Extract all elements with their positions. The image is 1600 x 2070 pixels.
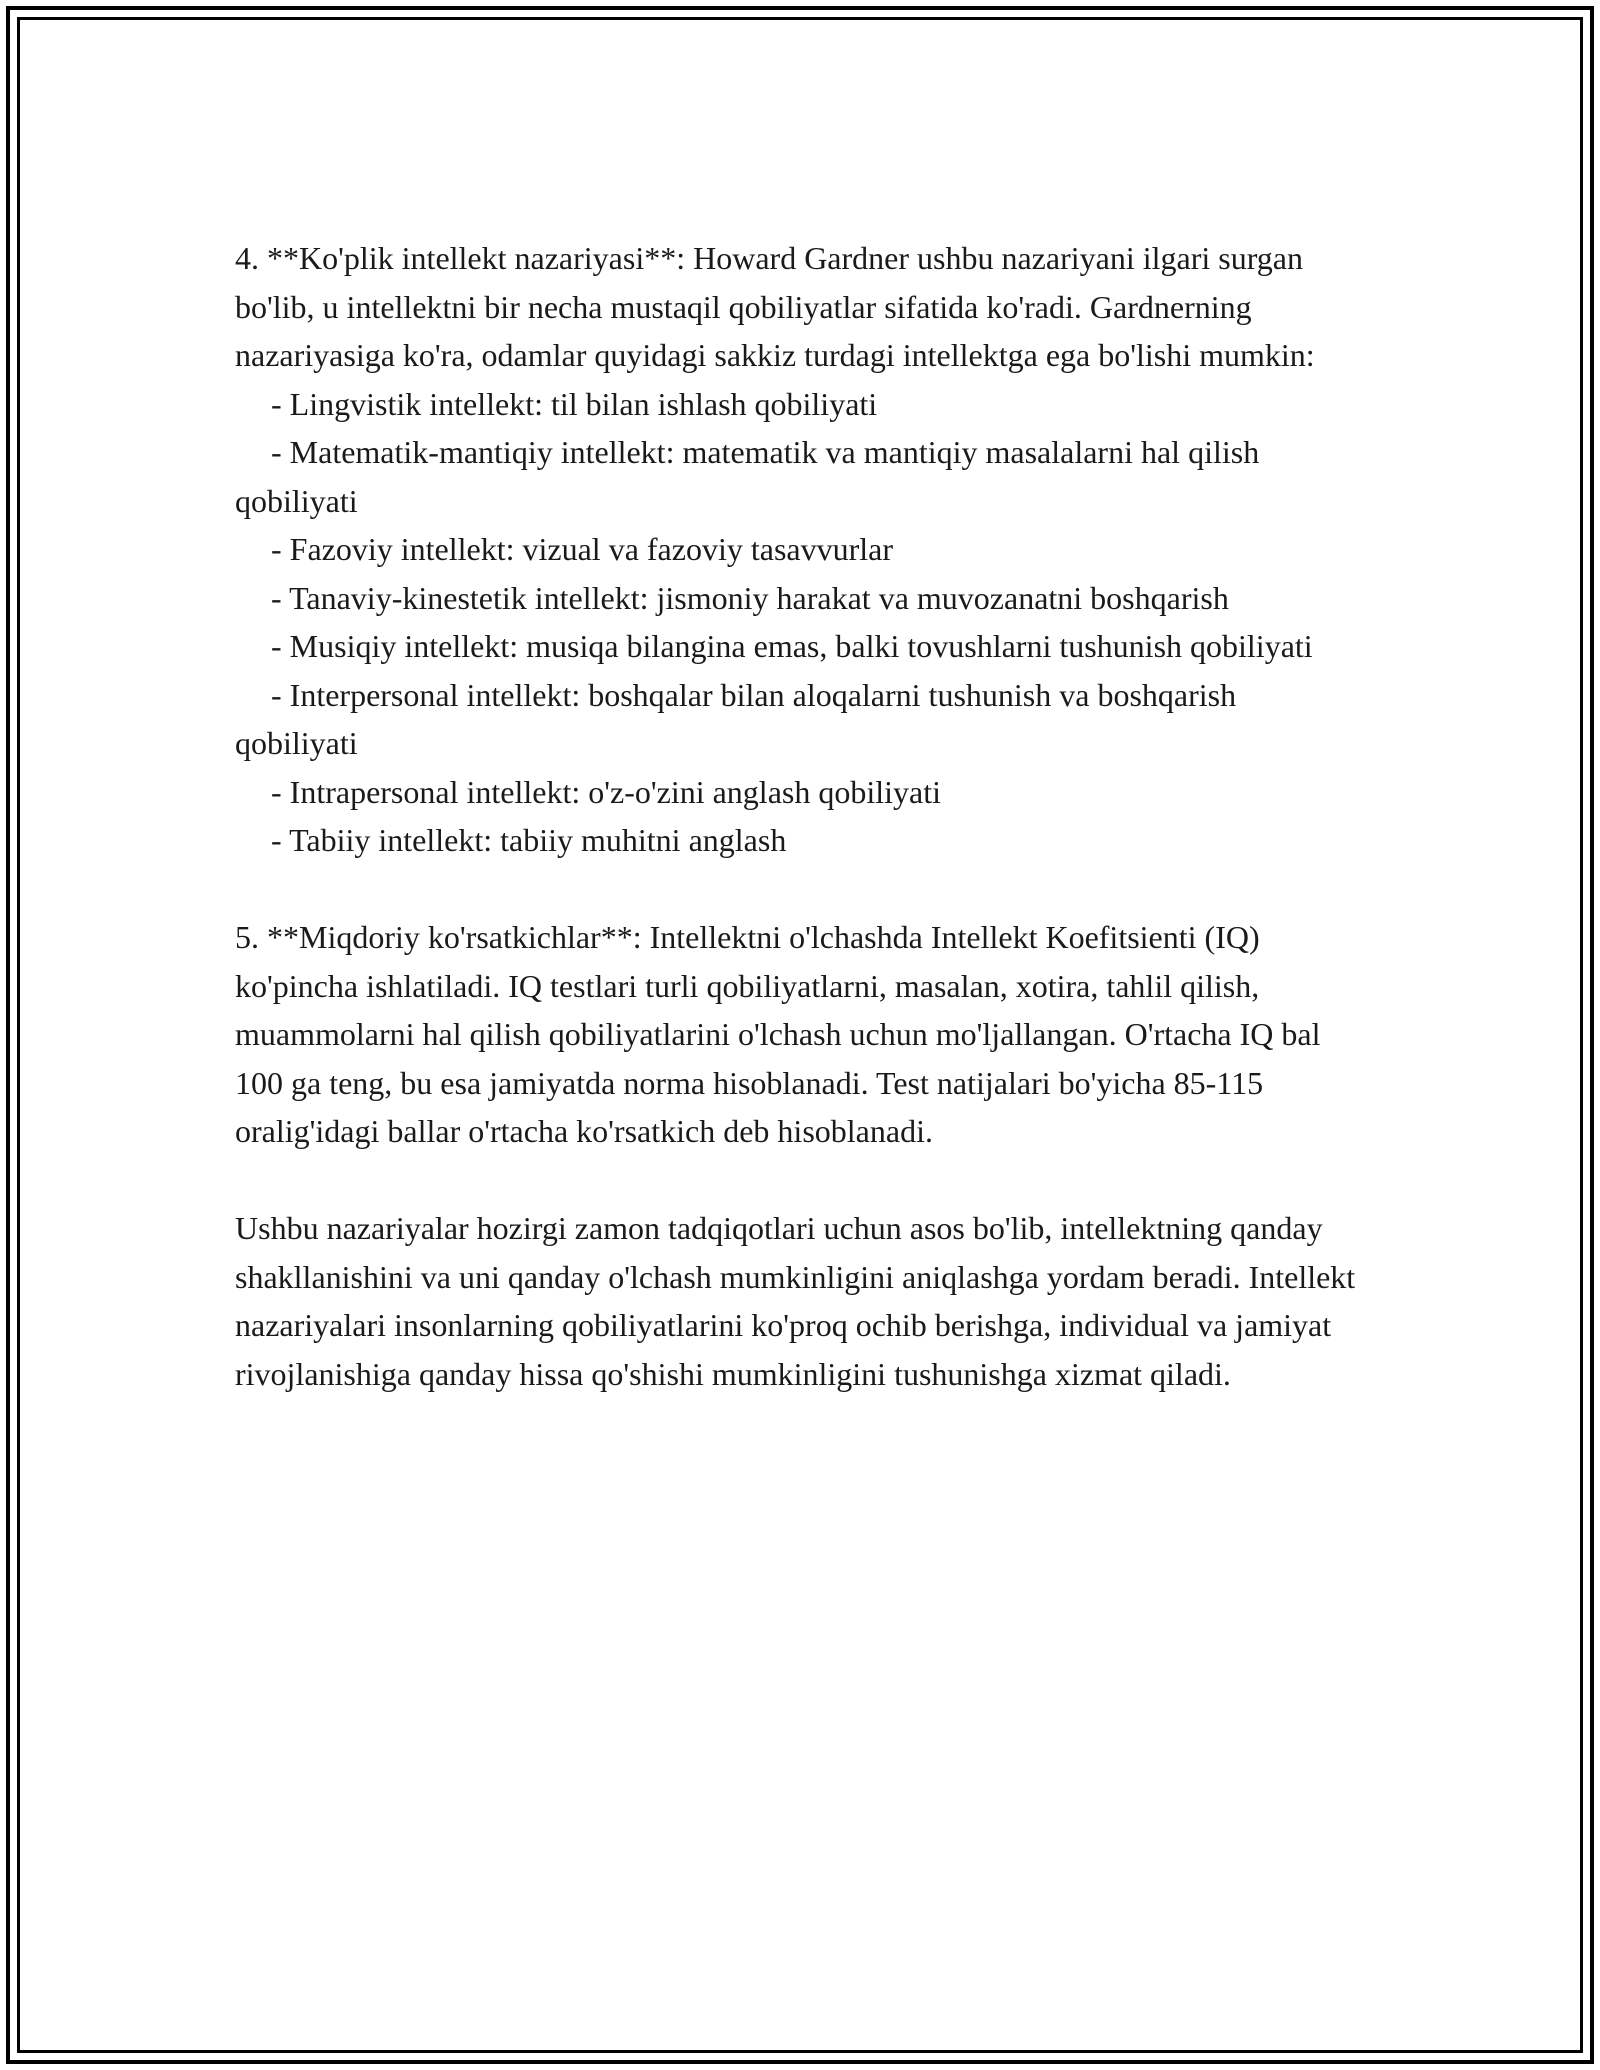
list-item: - Intrapersonal intellekt: o'z-o'zini anglash qobiliyati xyxy=(271,773,941,810)
section-4-intro: 4. **Ko'plik intellekt nazariyasi**: Howard Gardner ushbu nazariyani ilgari surgan bo'lib, u intellektni bir necha mustaqil qobiliyatlar sifatida ko'radi. Gardnerning nazariyasiga ko'ra, odamlar quyidagi sakkiz turdagi intellektga ega bo'lishi mumkin: xyxy=(235,240,1315,373)
paragraph-spacer xyxy=(235,865,1365,914)
list-item: - Musiqiy intellekt: musiqa bilangina emas, balki tovushlarni tushunish qobiliyati xyxy=(271,628,1313,664)
list-item: - Lingvistik intellekt: til bilan ishlash qobiliyati xyxy=(271,385,878,422)
conclusion-paragraph: Ushbu nazariyalar hozirgi zamon tadqiqotlari uchun asos bo'lib, intellektning qanday shakllanishini va uni qanday o'lchash mumkinligini aniqlashga yordam beradi. Intellekt nazariyalari insonlarning qobiliyatlarini ko'proq ochib berishga, individual va jamiyat rivojlanishiga qanday hissa qo'shishi mumkinligini tushunishga xizmat qiladi. xyxy=(235,1210,1356,1392)
section-5-paragraph: 5. **Miqdoriy ko'rsatkichlar**: Intellektni o'lchashda Intellekt Koefitsienti (IQ) ko'pincha ishlatiladi. IQ testlari turli qobiliyatlarni, masalan, xotira, tahlil qilish, muammolarni hal qilish qobiliyatlarini o'lchash uchun mo'ljallangan. O'rtacha IQ bal 100 ga teng, bu esa jamiyatda norma hisoblanadi. Test natijalari bo'yicha 85-115 oralig'idagi ballar o'rtacha ko'rsatkich deb hisoblanadi. xyxy=(235,919,1321,1149)
intelligence-types-list xyxy=(235,380,1365,865)
list-item: - Interpersonal intellekt: boshqalar bilan aloqalarni tushunish va boshqarish qobiliyati xyxy=(235,676,1237,761)
paragraph-spacer xyxy=(235,1156,1365,1205)
document-body xyxy=(235,234,1365,1398)
list-item: - Matematik-mantiqiy intellekt: matematik va mantiqiy masalalarni hal qilish qobiliyati xyxy=(235,434,1260,519)
list-item: - Tabiiy intellekt: tabiiy muhitni anglash xyxy=(271,822,787,858)
list-item: - Tanaviy-kinestetik intellekt: jismoniy harakat va muvozanatni boshqarish xyxy=(271,579,1229,616)
list-item: - Fazoviy intellekt: vizual va fazoviy tasavvurlar xyxy=(271,531,893,567)
